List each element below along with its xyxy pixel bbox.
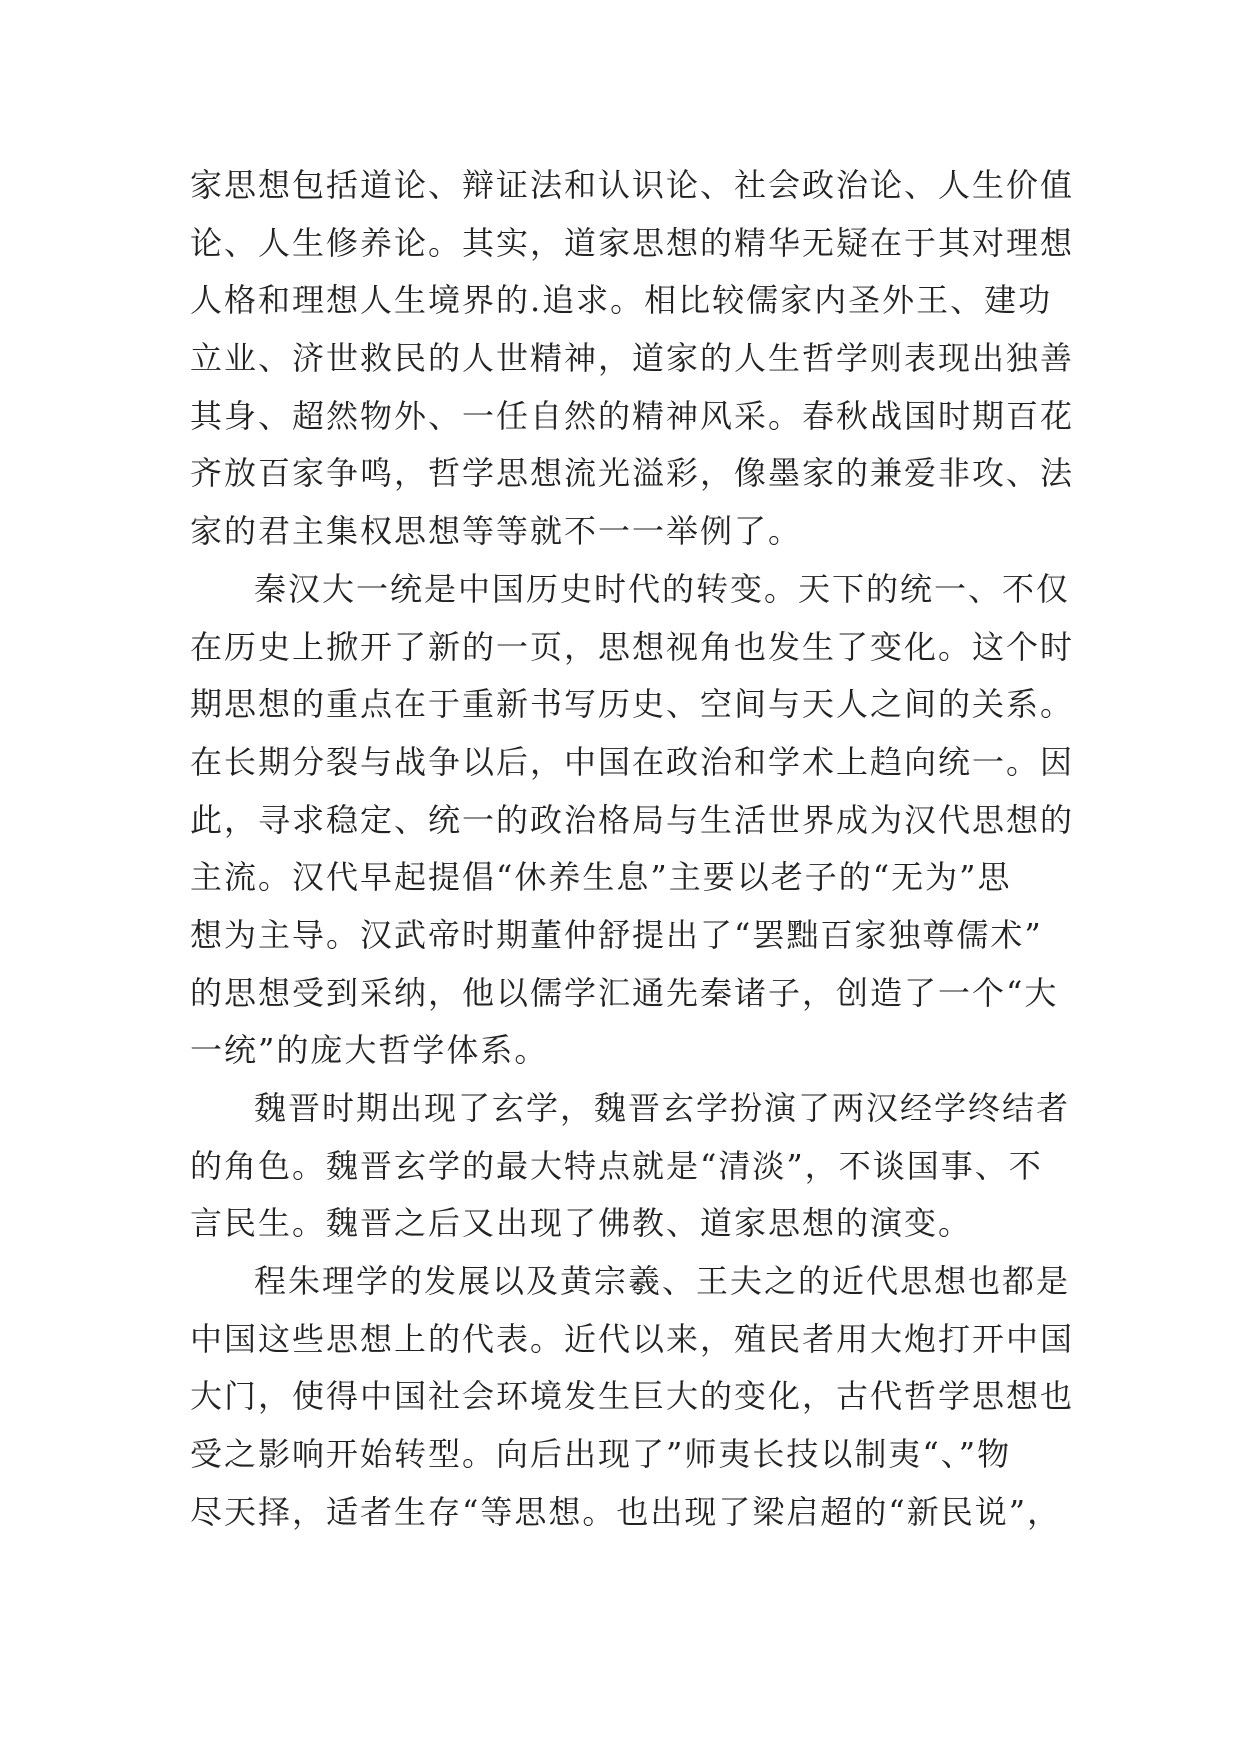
- paragraph-first-line: 程朱理学的发展以及黄宗羲、王夫之的近代思想也都是: [254, 1262, 1071, 1301]
- text-line: 想为主导。汉武帝时期董仲舒提出了“罢黜百家独尊儒术”: [190, 915, 1043, 954]
- text-line: 大门，使得中国社会环境发生巨大的变化，古代哲学思想也: [190, 1377, 1075, 1416]
- text-line: 齐放百家争鸣，哲学思想流光溢彩，像墨家的兼爱非攻、法: [190, 454, 1075, 493]
- text-line: 在历史上掀开了新的一页，思想视角也发生了变化。这个时: [190, 627, 1075, 666]
- text-line: 期思想的重点在于重新书写历史、空间与天人之间的关系。: [190, 685, 1075, 724]
- text-line: 论、人生修养论。其实，道家思想的精华无疑在于其对理想: [190, 223, 1075, 262]
- text-line: 的思想受到采纳，他以儒学汇通先秦诸子，创造了一个“大: [190, 973, 1059, 1012]
- text-line: 尽天择，适者生存“等思想。也出现了梁启超的“新民说”，: [190, 1492, 1062, 1531]
- text-line: 中国这些思想上的代表。近代以来，殖民者用大炮打开中国: [190, 1319, 1075, 1358]
- text-line: 人格和理想人生境界的.追求。相比较儒家内圣外王、建功: [190, 281, 1053, 320]
- text-line: 其身、超然物外、一任自然的精神风采。春秋战国时期百花: [190, 396, 1075, 435]
- paragraph-first-line: 秦汉大一统是中国历史时代的转变。天下的统一、不仅: [254, 569, 1071, 608]
- text-line: 在长期分裂与战争以后，中国在政治和学术上趋向统一。因: [190, 742, 1075, 781]
- body-text: [190, 157, 1075, 1542]
- text-line: 的角色。魏晋玄学的最大特点就是“清淡”，不谈国事、不: [190, 1146, 1043, 1185]
- text-line: 家的君主集权思想等等就不一一举例了。: [190, 512, 803, 551]
- text-line: 言民生。魏晋之后又出现了佛教、道家思想的演变。: [190, 1204, 973, 1243]
- text-line: 立业、济世救民的人世精神，道家的人生哲学则表现出独善: [190, 339, 1075, 378]
- text-line: 家思想包括道论、辩证法和认识论、社会政治论、人生价值: [190, 166, 1075, 204]
- text-line: 主流。汉代早起提倡“休养生息”主要以老子的“无为”思: [190, 858, 1012, 897]
- paragraph-first-line: 魏晋时期出现了玄学，魏晋玄学扮演了两汉经学终结者: [254, 1089, 1071, 1127]
- text-line: 受之影响开始转型。向后出现了”师夷长技以制夷“、”物: [190, 1435, 1012, 1474]
- text-line: 一统”的庞大哲学体系。: [190, 1031, 549, 1070]
- text-line: 此，寻求稳定、统一的政治格局与生活世界成为汉代思想的: [190, 800, 1075, 839]
